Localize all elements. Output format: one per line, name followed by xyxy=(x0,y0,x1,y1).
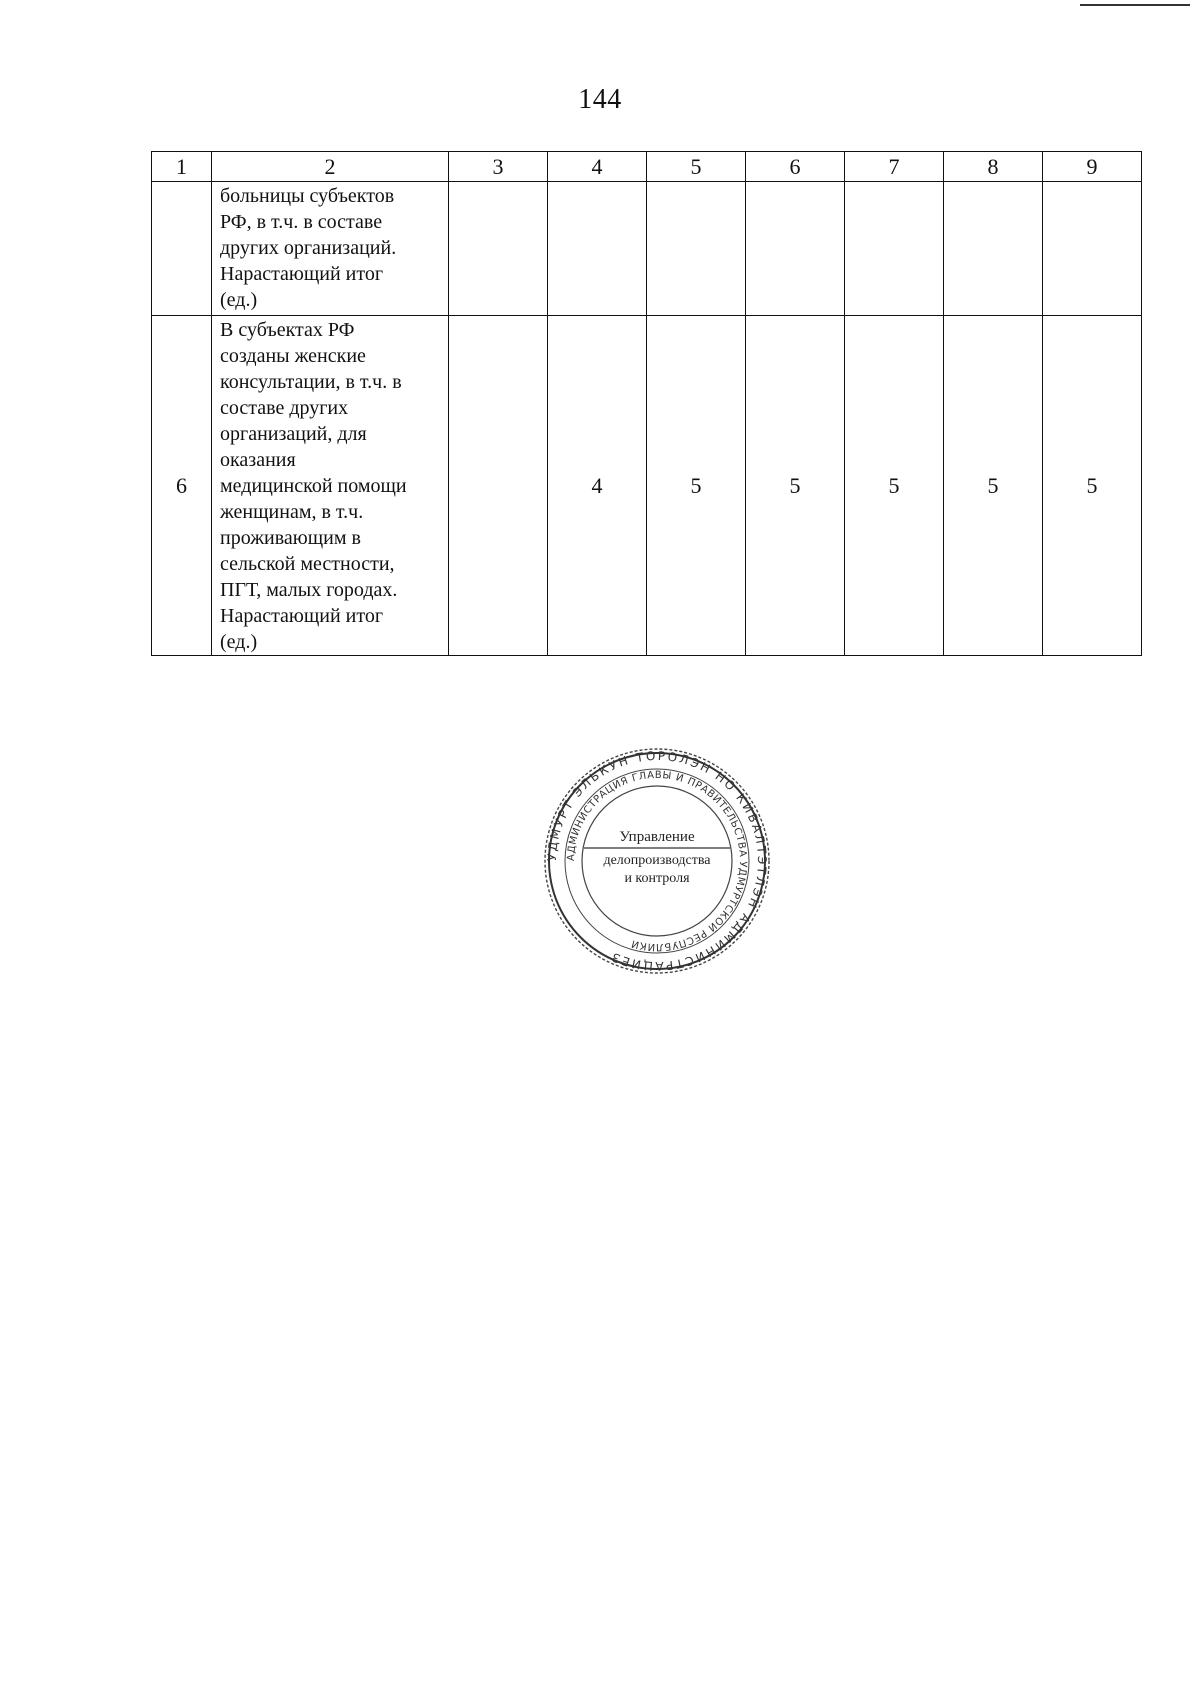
value-cell xyxy=(647,182,746,316)
description-line: сельской местности, xyxy=(220,553,395,575)
description-line: созданы женские xyxy=(220,345,366,367)
value-cell: 4 xyxy=(548,316,647,656)
value-cell xyxy=(944,182,1043,316)
value-cell xyxy=(845,182,944,316)
description-line: организаций, для xyxy=(220,423,367,445)
description-line: консультации, в т.ч. в xyxy=(220,371,402,393)
top-edge-rule xyxy=(1080,4,1190,6)
table-row xyxy=(152,316,1142,656)
description-line: составе других xyxy=(220,397,349,419)
value-cell: 5 xyxy=(845,316,944,656)
column-header: 4 xyxy=(548,152,647,182)
data-table xyxy=(151,151,1142,656)
description-line: Нарастающий итог xyxy=(220,605,384,627)
row-description-cell xyxy=(212,316,449,656)
value-cell xyxy=(548,182,647,316)
row-number-cell xyxy=(152,182,212,316)
value-cell xyxy=(1043,182,1142,316)
value-cell xyxy=(746,182,845,316)
description-line: РФ, в т.ч. в составе xyxy=(220,211,383,233)
column-header: 2 xyxy=(212,152,449,182)
description-line: проживающим в xyxy=(220,527,361,549)
column-header: 3 xyxy=(449,152,548,182)
value-cell: 5 xyxy=(746,316,845,656)
column-header: 7 xyxy=(845,152,944,182)
description-line: медицинской помощи xyxy=(220,475,407,497)
value-cell: 5 xyxy=(1043,316,1142,656)
seal-outer-text: УДМУРТ ЭЛЬКУН ТОРОЛЭН НО КИВАЛТЭТЛЭН АДМИНИСТРАЦИЕЗ xyxy=(544,748,770,974)
seal-center-line-2: делопроизводства xyxy=(603,853,711,868)
column-header: 9 xyxy=(1043,152,1142,182)
description-line: Нарастающий итог xyxy=(220,263,384,285)
column-header: 1 xyxy=(152,152,212,182)
description-line: больницы субъектов xyxy=(220,185,395,207)
value-cell: 5 xyxy=(944,316,1043,656)
table-header-row xyxy=(152,152,1142,182)
value-cell xyxy=(449,316,548,656)
description-line: оказания xyxy=(220,449,296,471)
column-header: 8 xyxy=(944,152,1043,182)
description-line: ПГТ, малых городах. xyxy=(220,579,398,601)
page-number: 144 xyxy=(578,84,622,115)
value-cell: 5 xyxy=(647,316,746,656)
table-row xyxy=(152,182,1142,316)
column-header: 6 xyxy=(746,152,845,182)
official-seal xyxy=(542,746,772,976)
description-line: женщинам, в т.ч. xyxy=(220,501,364,523)
row-description-cell xyxy=(212,182,449,316)
description-line: В субъектах РФ xyxy=(220,319,355,341)
seal-center-line-1: Управление xyxy=(619,829,695,845)
description-line: (ед.) xyxy=(220,631,258,653)
seal-inner-text: АДМИНИСТРАЦИЯ ГЛАВЫ И ПРАВИТЕЛЬСТВА УДМУРТСКОЙ РЕСПУБЛИКИ xyxy=(565,769,749,953)
description-line: других организаций. xyxy=(220,237,397,259)
column-header: 5 xyxy=(647,152,746,182)
row-number-cell: 6 xyxy=(152,316,212,656)
value-cell xyxy=(449,182,548,316)
description-line: (ед.) xyxy=(220,289,258,311)
seal-center-line-3: и контроля xyxy=(624,871,690,886)
